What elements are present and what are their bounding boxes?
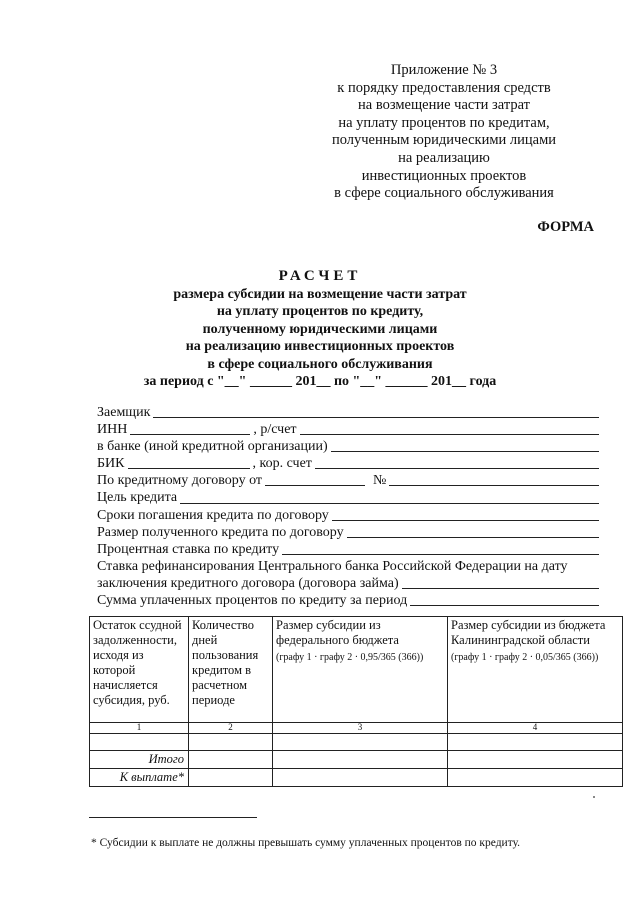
total-label: Итого: [90, 751, 189, 769]
appendix-line: на реализацию: [398, 149, 490, 166]
period-line: за период с "__" ______ 201__ по "__" ______ 201__ года: [143, 374, 497, 390]
appendix-line: к порядку предоставления средств: [337, 79, 551, 96]
table-cell[interactable]: [273, 734, 448, 751]
field-refin-rate: [97, 558, 599, 575]
field-label: , р/счет: [253, 422, 297, 438]
field-label: №: [373, 473, 387, 489]
field-terms: [97, 507, 599, 524]
field-label: Цель кредита: [97, 490, 178, 506]
fill-line[interactable]: [128, 467, 250, 469]
fill-line[interactable]: [180, 502, 599, 504]
fill-line[interactable]: [347, 536, 599, 538]
table-cell[interactable]: [448, 751, 623, 769]
fill-line[interactable]: [282, 553, 599, 555]
field-paid-interest: [97, 592, 599, 609]
field-rate: [97, 541, 599, 558]
footnote-divider: [89, 817, 257, 818]
field-label: , кор. счет: [252, 456, 312, 472]
subtitle-line: в сфере социального обслуживания: [207, 356, 433, 372]
calculation-table: [89, 616, 623, 787]
appendix-line: Приложение № 3: [390, 62, 498, 78]
appendix-line: в сфере социального обслуживания: [334, 185, 554, 202]
fill-line[interactable]: [332, 519, 599, 521]
table-cell[interactable]: [273, 769, 448, 787]
fill-line[interactable]: [153, 416, 599, 418]
fill-line[interactable]: [331, 450, 599, 452]
field-label: БИК: [97, 456, 125, 472]
appendix-line: на возмещение части затрат: [358, 97, 530, 114]
field-inn: [97, 421, 599, 438]
field-label: заключения кредитного договора (договора займа): [97, 575, 399, 591]
fill-line[interactable]: [389, 484, 599, 486]
header-text: Размер субсидии из федерального бюджета: [276, 618, 399, 647]
table-header-row: [90, 617, 623, 723]
header-cell: Остаток ссудной задолженности, исходя из которой начисляется субсидия, руб.: [90, 617, 189, 723]
total-row: [90, 751, 623, 769]
table-cell[interactable]: [189, 751, 273, 769]
table-cell[interactable]: [189, 769, 273, 787]
field-label: Размер полученного кредита по договору: [97, 524, 344, 540]
header-cell: Количество дней пользования кредитом в расчетном периоде: [189, 617, 273, 723]
field-borrower: [97, 404, 599, 421]
table-cell[interactable]: [448, 734, 623, 751]
fill-line[interactable]: [300, 433, 599, 435]
header-formula: (графу 1 · графу 2 · 0,05/365 (366)): [451, 652, 599, 663]
table-cell[interactable]: [90, 734, 189, 751]
payout-row: [90, 769, 623, 787]
document-title: РАСЧЕТ: [278, 268, 362, 284]
subtitle-line: полученному юридическими лицами: [202, 321, 438, 337]
header-cell: [448, 617, 623, 723]
appendix-line: на уплату процентов по кредитам,: [338, 114, 550, 131]
subtitle-line: на реализацию инвестиционных проектов: [185, 339, 455, 355]
form-label: ФОРМА: [537, 219, 594, 235]
column-number: 2: [189, 723, 273, 734]
form-fields: [97, 404, 599, 609]
field-bank: [97, 438, 599, 455]
table-cell[interactable]: [273, 751, 448, 769]
header-cell: [273, 617, 448, 723]
header-text: Размер субсидии из бюджета Калининградской области: [451, 618, 606, 647]
subtitle-line: размера субсидии на возмещение части затрат: [173, 287, 467, 302]
fill-line[interactable]: [130, 433, 250, 435]
payout-label: К выплате*: [90, 769, 189, 787]
field-bik: [97, 455, 599, 472]
field-label: Сроки погашения кредита по договору: [97, 507, 329, 523]
appendix-line: инвестиционных проектов: [361, 167, 527, 184]
appendix-line: полученным юридическими лицами: [331, 132, 557, 149]
field-label: По кредитному договору от: [97, 473, 263, 489]
field-label: Процентная ставка по кредиту: [97, 541, 280, 557]
column-number: 3: [273, 723, 448, 734]
field-purpose: [97, 489, 599, 506]
fill-line[interactable]: [315, 467, 599, 469]
fill-line[interactable]: [265, 484, 365, 486]
appendix-header: [294, 62, 594, 203]
field-label: Ставка рефинансирования Центрального банка Российской Федерации на дату: [97, 558, 568, 574]
table-cell[interactable]: [189, 734, 273, 751]
table-cell[interactable]: [448, 769, 623, 787]
fill-line[interactable]: [410, 604, 599, 606]
field-label: в банке (иной кредитной организации): [97, 439, 328, 455]
field-contract: [97, 472, 599, 489]
header-formula: (графу 1 · графу 2 · 0,95/365 (366)): [276, 652, 424, 663]
scan-dot: [593, 796, 595, 798]
field-amount: [97, 524, 599, 541]
column-number: 4: [448, 723, 623, 734]
subtitle-line: на уплату процентов по кредиту,: [216, 304, 424, 320]
column-number-row: [90, 723, 623, 734]
field-label: Заемщик: [97, 405, 151, 420]
document-subtitle: [0, 286, 640, 390]
field-label: Сумма уплаченных процентов по кредиту за период: [97, 593, 408, 609]
table-row: [90, 734, 623, 751]
field-label: ИНН: [97, 422, 128, 438]
field-refin-rate-cont: [97, 575, 599, 592]
footnote: * Субсидии к выплате не должны превышать сумму уплаченных процентов по кредиту.: [91, 837, 521, 849]
fill-line[interactable]: [402, 587, 599, 589]
column-number: 1: [90, 723, 189, 734]
